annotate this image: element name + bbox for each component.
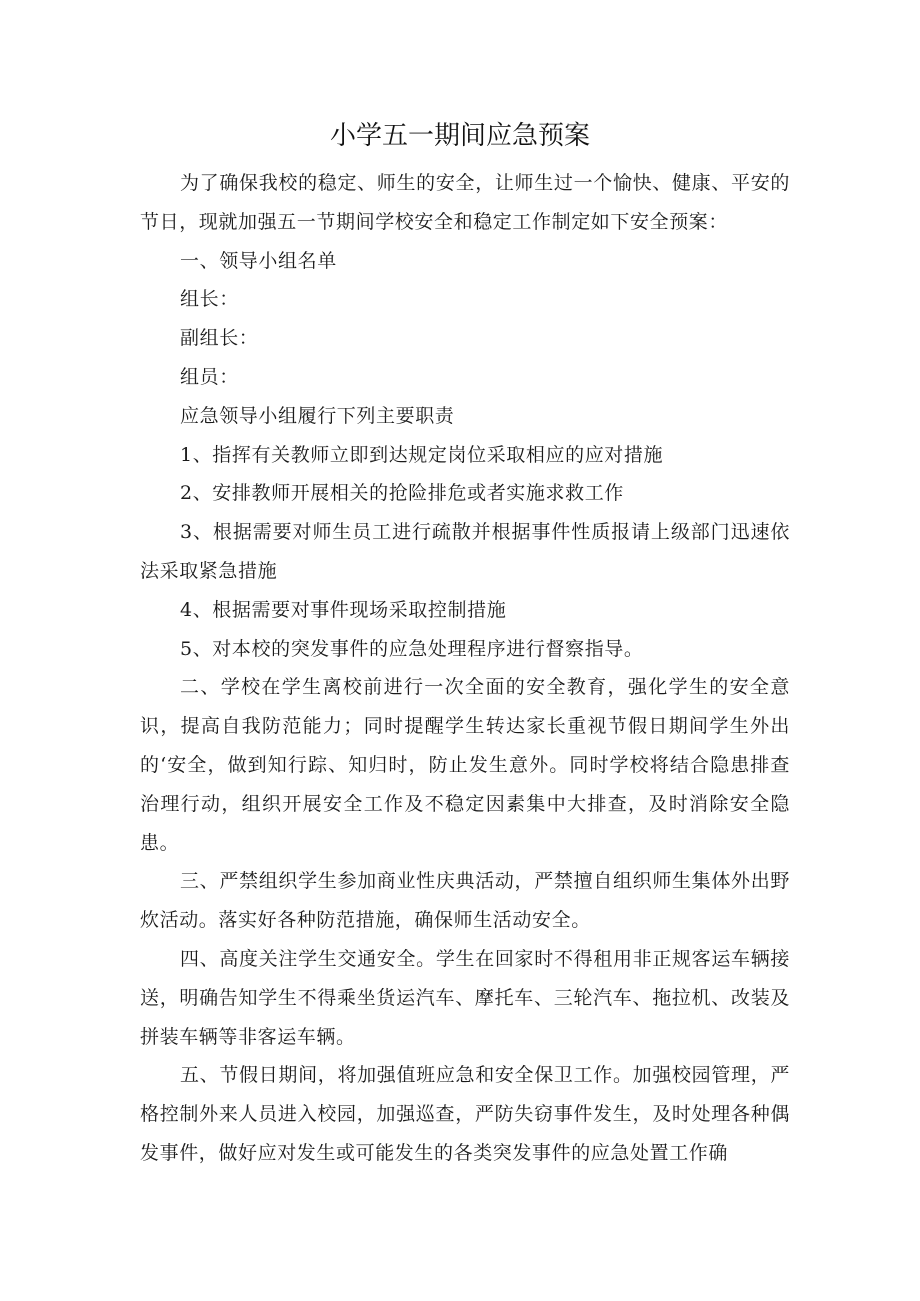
document-title: 小学五一期间应急预案 — [329, 121, 590, 151]
duty-item-1: 1、指挥有关教师立即到达规定岗位采取相应的应对措施 — [180, 443, 664, 466]
duty-item-5: 5、对本校的突发事件的应急处理程序进行督察指导。 — [180, 637, 644, 660]
deputy-leader-line: 副组长： — [180, 327, 259, 350]
duty-item-2: 2、安排教师开展相关的抢险排危或者实施求救工作 — [180, 482, 624, 505]
section-3-paragraph: 三、严禁组织学生参加商业性庆典活动，严禁擅自组织师生集体外出野炊活动。落实好各种防范措施，确保师生活动安全。 — [140, 870, 790, 932]
intro-paragraph: 为了确保我校的稳定、师生的安全，让师生过一个愉快、健康、平安的节日，现就加强五一节期间学校安全和稳定工作制定如下安全预案： — [140, 172, 790, 233]
section-5-paragraph: 五、节假日期间，将加强值班应急和安全保卫工作。加强校园管理，严格控制外来人员进入校园，加强巡查，严防失窃事件发生，及时处理各种偶发事件，做好应对发生或可能发生的各类突发事件的应急处置工作确 — [140, 1064, 790, 1164]
members-line: 组员： — [180, 365, 239, 388]
section-heading-leadership: 一、领导小组名单 — [180, 249, 337, 272]
leader-line: 组长： — [180, 288, 239, 311]
document-body — [140, 164, 790, 1173]
section-2-paragraph: 二、学校在学生离校前进行一次全面的安全教育，强化学生的安全意识，提高自我防范能力；同时提醒学生转达家长重视节假日期间学生外出的‘安全，做到知行踪、知归时，防止发生意外。同时学校将结合隐患排查治理行动，组织开展安全工作及不稳定因素集中大排查，及时消除安全隐患。 — [140, 676, 790, 854]
section-4-paragraph: 四、高度关注学生交通安全。学生在回家时不得租用非正规客运车辆接送，明确告知学生不得乘坐货运汽车、摩托车、三轮汽车、拖拉机、改装及拼装车辆等非客运车辆。 — [140, 947, 790, 1048]
duties-heading: 应急领导小组履行下列主要职责 — [180, 404, 455, 427]
duty-item-3: 3、根据需要对师生员工进行疏散并根据事件性质报请上级部门迅速依法采取紧急措施 — [140, 521, 790, 582]
duty-item-4: 4、根据需要对事件现场采取控制措施 — [180, 598, 507, 621]
